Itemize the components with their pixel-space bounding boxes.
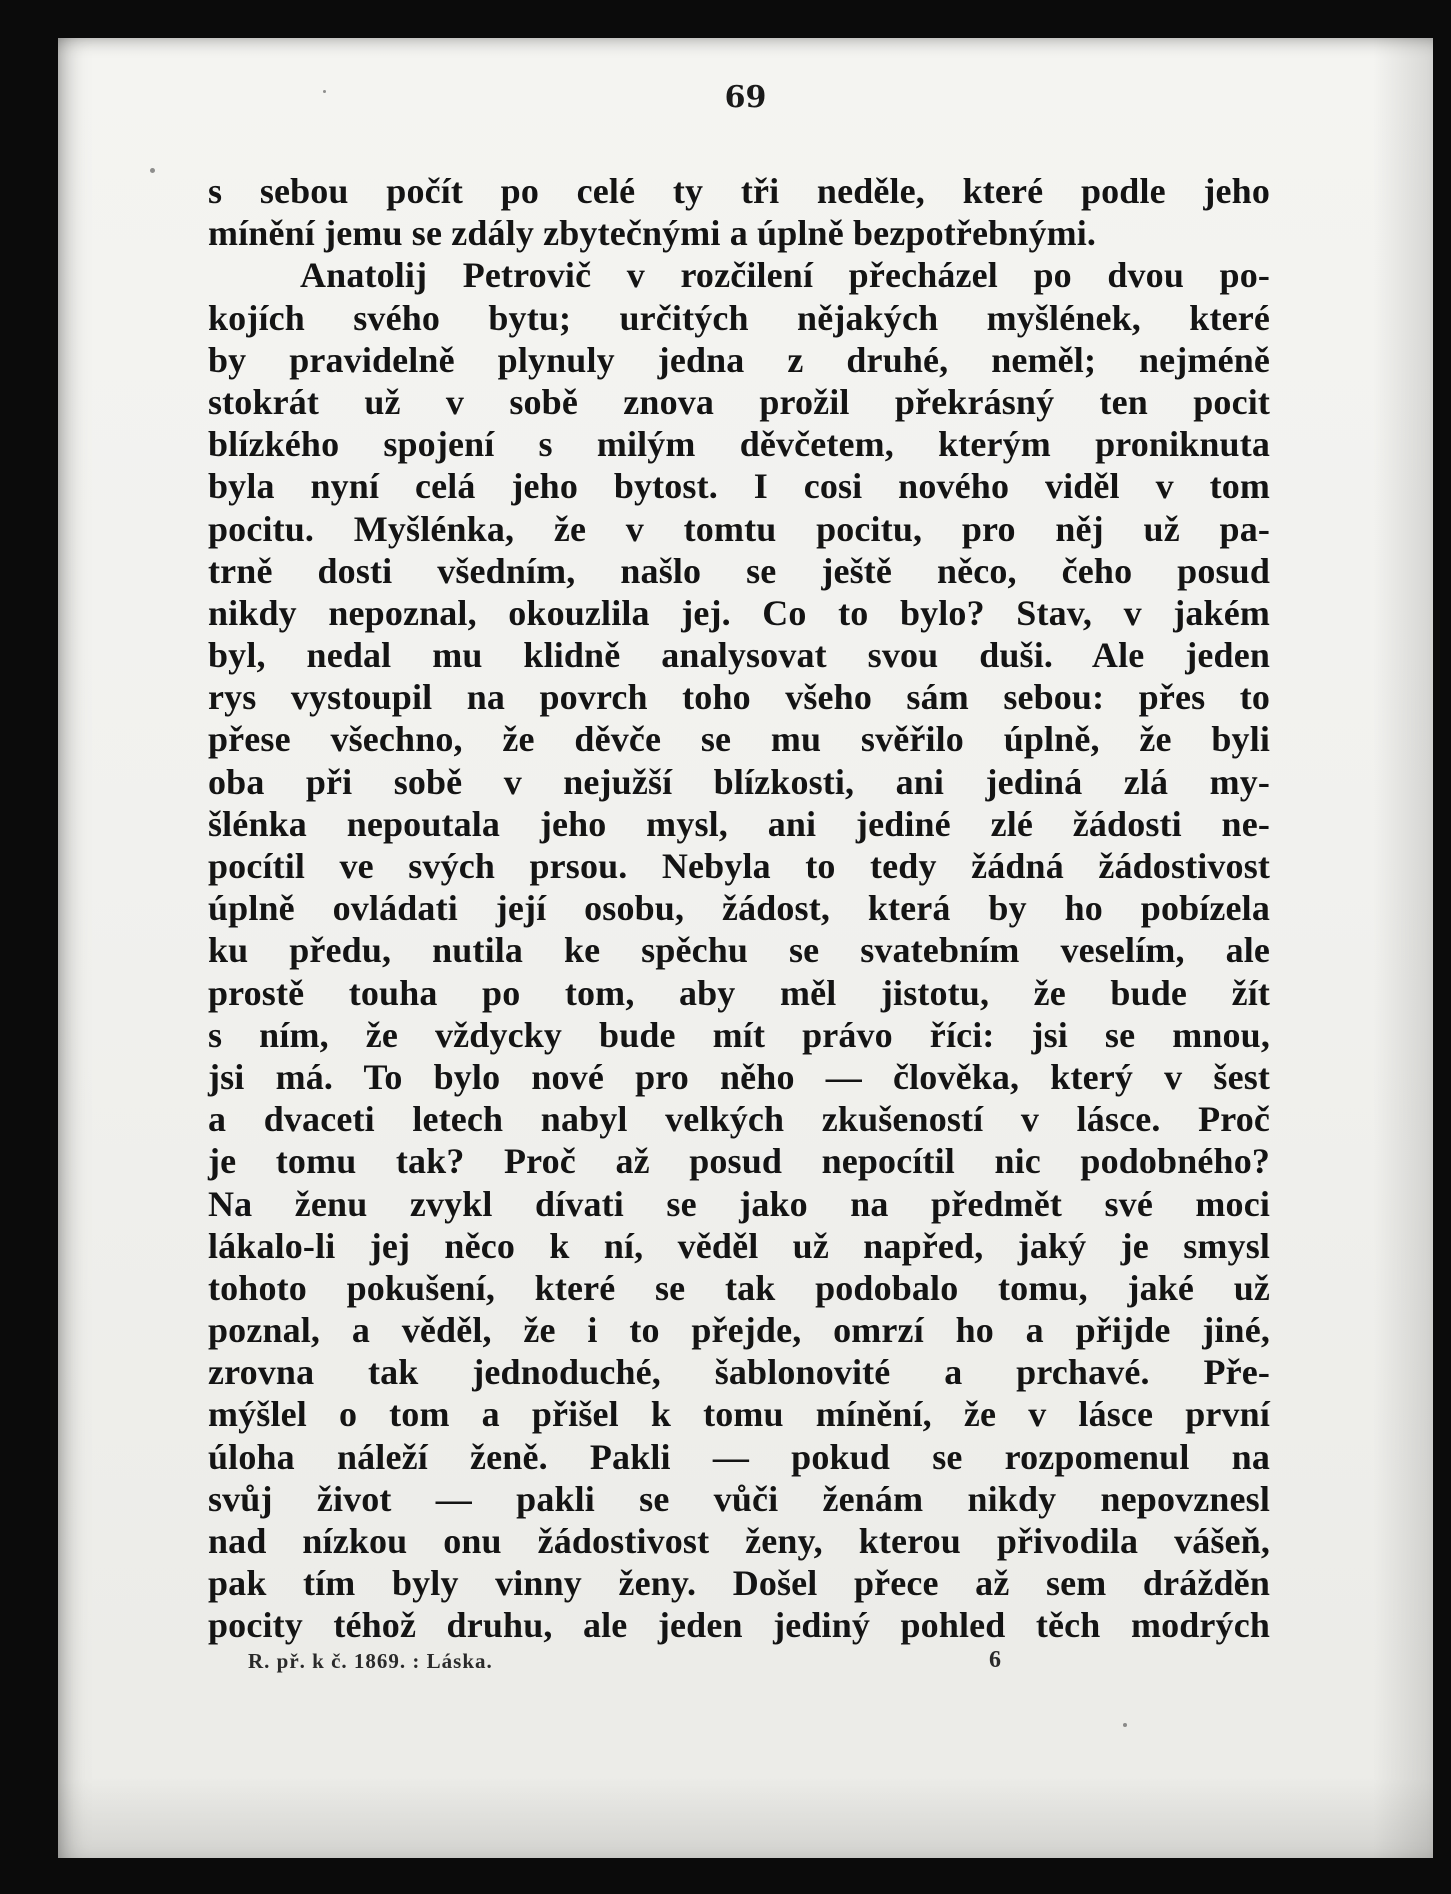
text-line: pak tím byly vinny ženy. Došel přece až sem drážděn — [208, 1563, 1270, 1604]
text-line: tohoto pokušení, které se tak podobalo tomu, jaké už — [208, 1267, 1270, 1308]
text-line: lákalo-li jej něco k ní, věděl už napřed, jaký je smysl — [208, 1225, 1270, 1266]
text-line: úloha náleží ženě. Pakli — pokud se rozpomenul na — [208, 1436, 1270, 1477]
text-line: s ním, že vždycky bude mít právo říci: jsi se mnou, — [208, 1014, 1270, 1055]
scan-speck — [1123, 1723, 1127, 1727]
text-line: nad nízkou onu žádostivost ženy, kterou přivodila vášeň, — [208, 1521, 1270, 1561]
text-line: trně dosti všedním, našlo se ještě něco, čeho posud — [208, 550, 1270, 591]
text-line: byl, nedal mu klidně analysovat svou duši. Ale jeden — [208, 635, 1270, 676]
edge-shadow-bottom — [58, 1778, 1433, 1858]
edge-shadow-right — [1373, 38, 1433, 1858]
text-line: Anatolij Petrovič v rozčilení přecházel po dvou po- — [300, 255, 1270, 296]
text-line: je tomu tak? Proč až posud nepocítil nic podobného? — [208, 1141, 1270, 1182]
text-line: kojích svého bytu; určitých nějakých myšlének, které — [208, 297, 1270, 338]
text-line: prostě touha po tom, aby měl jistotu, že bude žít — [208, 972, 1270, 1013]
text-line: pocítil ve svých prsou. Nebyla to tedy žádná žádostivost — [208, 846, 1270, 886]
text-line: úplně ovládati její osobu, žádost, která by ho pobízela — [208, 888, 1270, 929]
text-line: poznal, a věděl, že i to přejde, omrzí ho a přijde jiné, — [208, 1310, 1270, 1351]
text-line: mýšlel o tom a přišel k tomu mínění, že v lásce první — [208, 1394, 1270, 1435]
text-line: byla nyní celá jeho bytost. I cosi nového viděl v tom — [208, 466, 1270, 507]
text-line: přese všechno, že děvče se mu svěřilo úplně, že byli — [208, 719, 1270, 760]
scan-speck — [323, 90, 326, 93]
text-line: zrovna tak jednoduché, šablonovité a prchavé. Pře- — [208, 1352, 1270, 1393]
text-line: s sebou počít po celé ty tři neděle, které podle jeho — [208, 171, 1270, 211]
text-line: ku předu, nutila ke spěchu se svatebním veselím, ale — [208, 930, 1270, 971]
page-number: 69 — [724, 80, 767, 115]
text-line: jsi má. To bylo nové pro něho — člověka, který v šest — [208, 1056, 1270, 1097]
scan-speck — [150, 168, 155, 173]
text-line: oba při sobě v nejužší blízkosti, ani jediná zlá my- — [208, 761, 1270, 802]
paper-sheet — [58, 38, 1433, 1858]
text-line: svůj život — pakli se vůči ženám nikdy nepovznesl — [208, 1478, 1270, 1519]
text-line: a dvaceti letech nabyl velkých zkušeností v lásce. Proč — [208, 1099, 1270, 1140]
body-text — [208, 170, 1270, 1647]
text-line: pocity téhož druhu, ale jeden jediný pohled těch modrých — [208, 1605, 1270, 1646]
text-line: stokrát už v sobě znova prožil překrásný ten pocit — [208, 381, 1270, 422]
text-line: mínění jemu se zdály zbytečnými a úplně bezpotřebnými. — [208, 213, 1097, 254]
text-line: pocitu. Myšlénka, že v tomtu pocitu, pro něj už pa- — [208, 508, 1270, 549]
text-line: rys vystoupil na povrch toho všeho sám sebou: přes to — [208, 677, 1270, 718]
footer-signature: R. př. k č. 1869. : Láska. — [248, 1649, 493, 1673]
text-line: by pravidelně plynuly jedna z druhé, neměl; nejméně — [208, 339, 1270, 380]
footer-sheet-mark: 6 — [989, 1647, 1001, 1673]
text-line: Na ženu zvykl dívati se jako na předmět své moci — [208, 1183, 1270, 1224]
text-line: šlénka nepoutala jeho mysl, ani jediné zlé žádosti ne- — [208, 803, 1270, 844]
text-line: nikdy nepoznal, okouzlila jej. Co to bylo? Stav, v jakém — [208, 592, 1270, 633]
text-line: blízkého spojení s milým děvčetem, kterým proniknuta — [208, 424, 1270, 465]
